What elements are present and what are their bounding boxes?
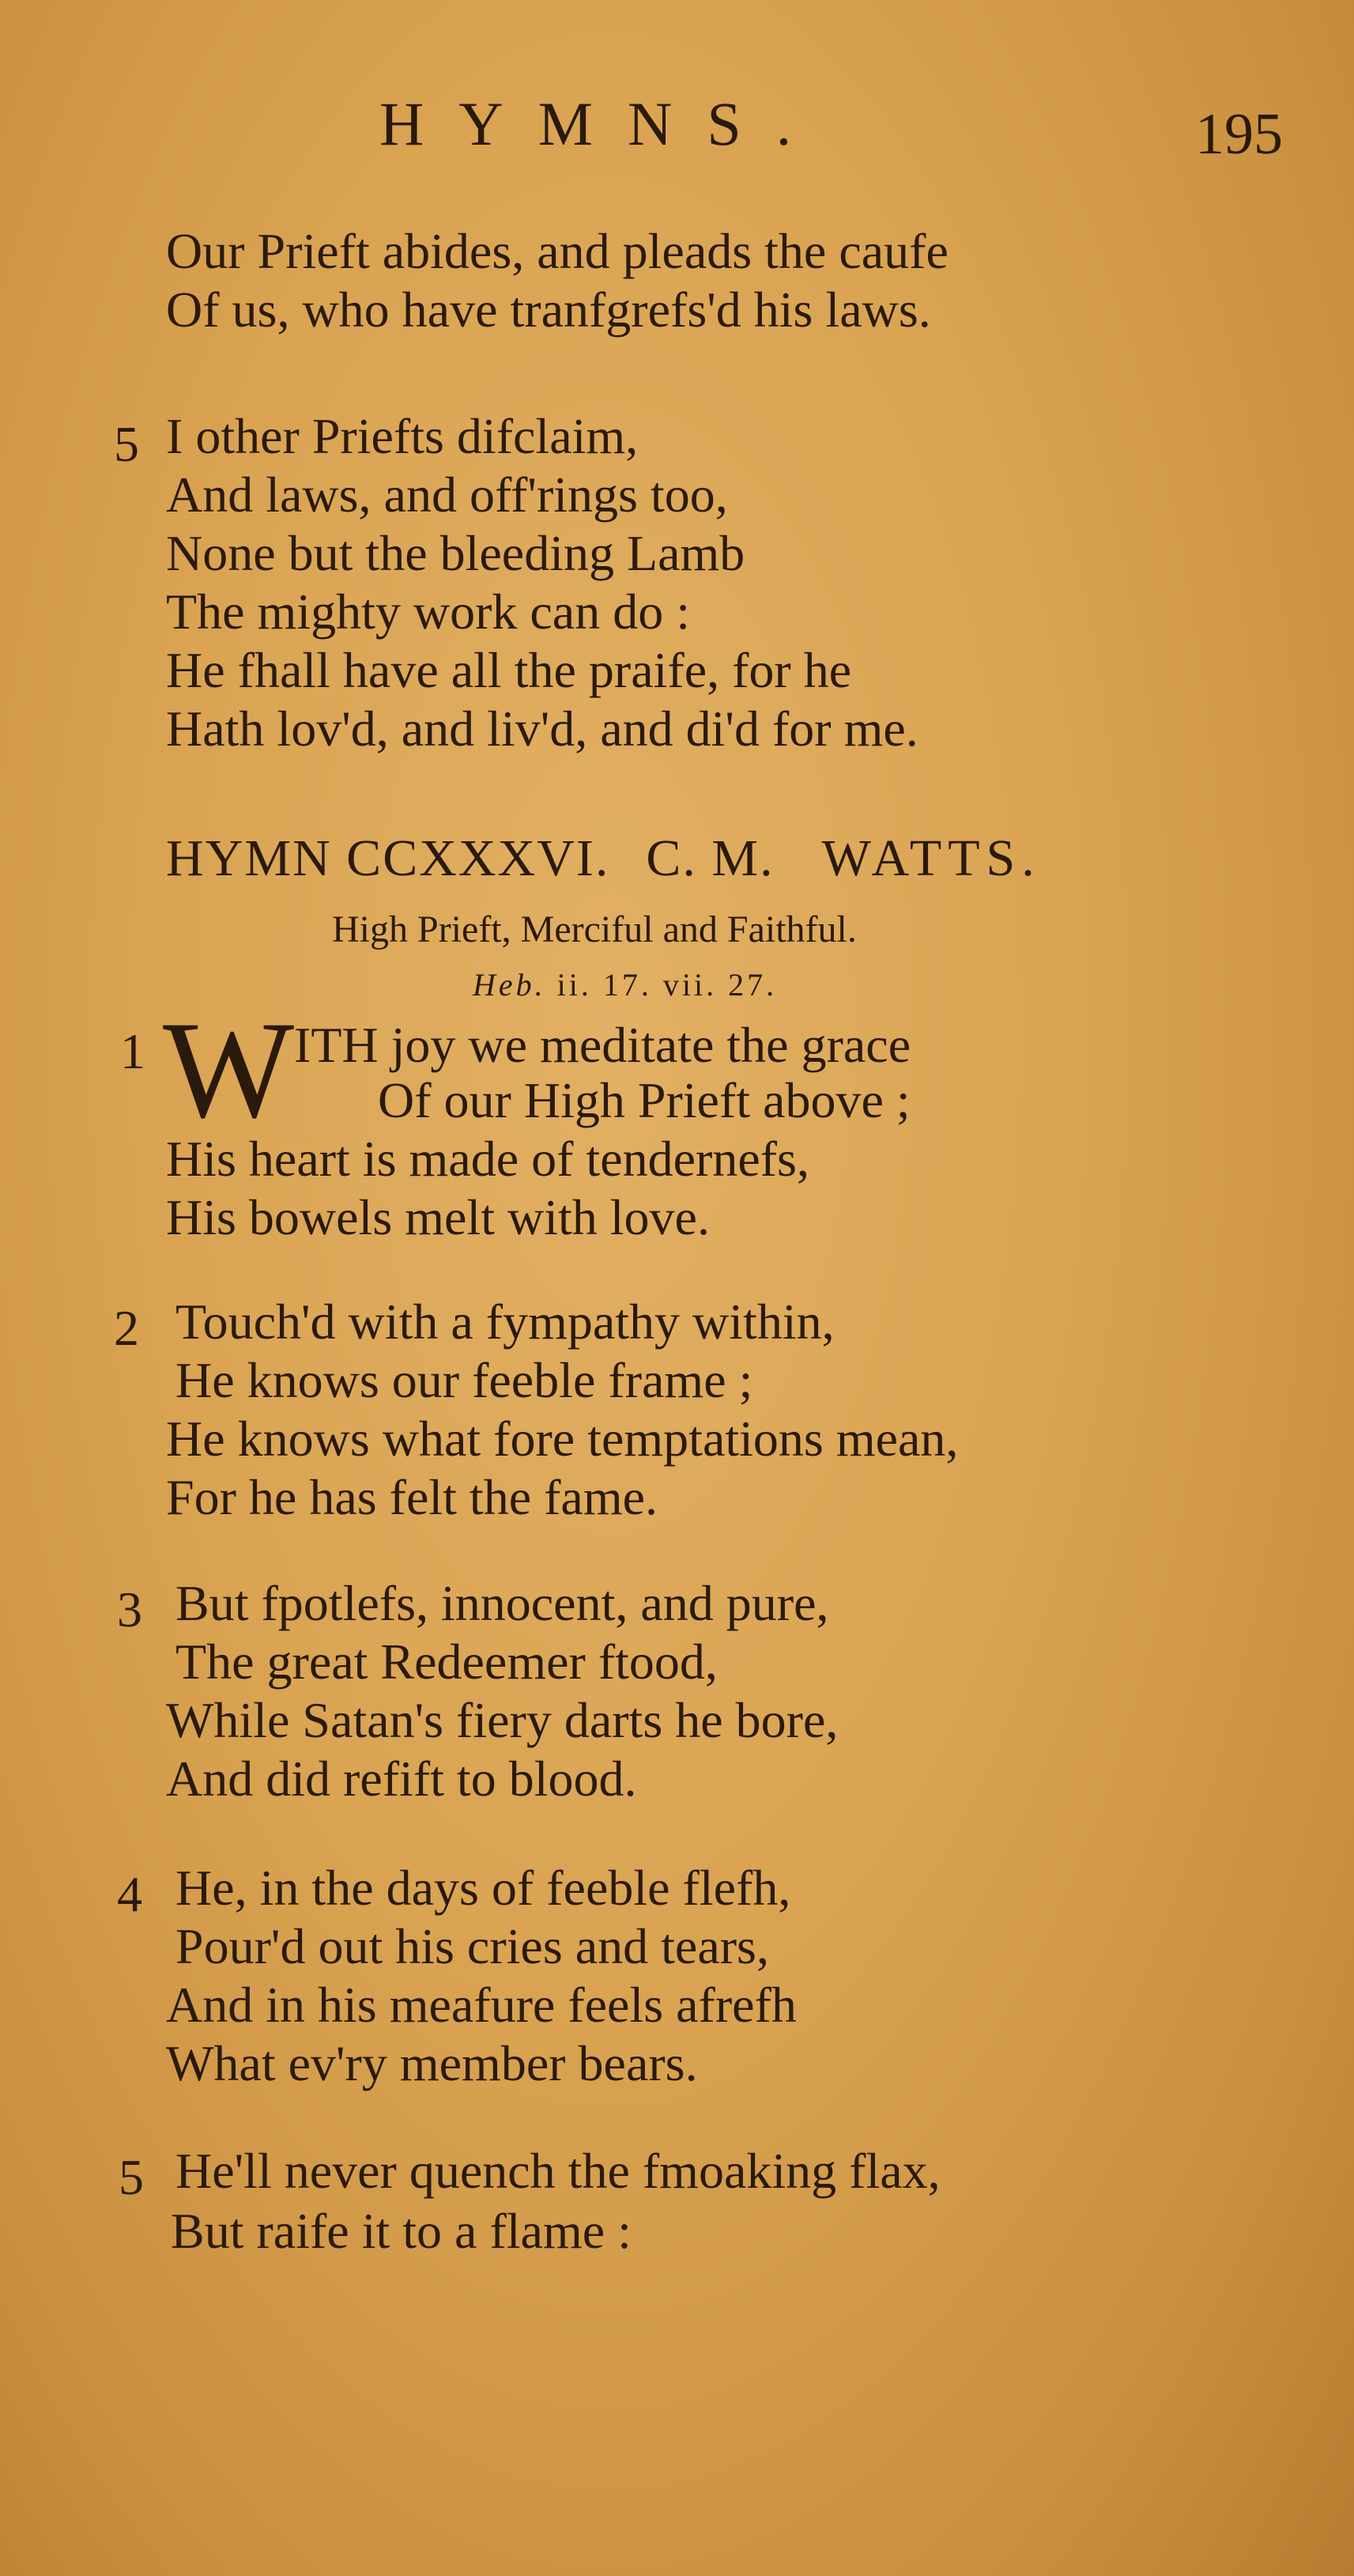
scripture-reference <box>473 966 777 1003</box>
page-number: 195 <box>1195 102 1283 167</box>
verse-line: Hath lov'd, and liv'd, and di'd for me. <box>166 701 918 757</box>
hymn-meter: C. M. <box>646 829 775 887</box>
verse-number: 1 <box>120 1023 145 1079</box>
hymn-number: HYMN CCXXXVI. <box>166 829 610 887</box>
running-head: HYMNS. <box>379 89 827 158</box>
verse-line: He knows what fore temptations mean, <box>166 1411 959 1467</box>
verse-line: And in his meafure feels afrefh <box>166 1977 797 2033</box>
hymn-author: WATTS. <box>821 829 1041 887</box>
verse-number: 5 <box>119 2149 144 2205</box>
verse-line: None but the bleeding Lamb <box>166 525 745 581</box>
verse-line: What ev'ry member bears. <box>166 2035 698 2091</box>
verse-number: 2 <box>114 1300 139 1356</box>
verse-line: While Satan's fiery darts he bore, <box>166 1692 839 1748</box>
verse-line: But raife it to a flame : <box>171 2203 632 2259</box>
verse-line: He fhall have all the praife, for he <box>166 642 852 698</box>
verse-number: 4 <box>117 1866 142 1922</box>
verse-line: ITH joy we meditate the grace <box>294 1017 911 1073</box>
verse-line: For he has felt the fame. <box>166 1469 658 1525</box>
verse-line: Of us, who have tranfgrefs'd his laws. <box>166 281 931 338</box>
verse-line: Touch'd with a fympathy within, <box>175 1294 835 1350</box>
verse-line: And did refift to blood. <box>166 1751 637 1807</box>
verse-line: He knows our feeble frame ; <box>175 1352 753 1408</box>
verse-line: And laws, and off'rings too, <box>166 466 728 523</box>
verse-line: Of our High Prieft above ; <box>378 1072 911 1128</box>
verse-line: His heart is made of tendernefs, <box>166 1131 809 1187</box>
verse-line: Pour'd out his cries and tears, <box>175 1918 769 1974</box>
verse-line: The great Redeemer ftood, <box>175 1634 718 1690</box>
hymn-title <box>166 829 1041 889</box>
scripture-book: Heb. <box>473 967 546 1003</box>
verse-number: 5 <box>114 416 139 472</box>
verse-line: His bowels melt with love. <box>166 1189 710 1245</box>
verse-line: But fpotlefs, innocent, and pure, <box>175 1575 829 1631</box>
verse-line: He, in the days of feeble flefh, <box>175 1860 791 1916</box>
verse-line: The mighty work can do : <box>166 584 690 640</box>
hymn-subtitle: High Prieft, Merciful and Faithful. <box>332 908 857 950</box>
scripture-chapters: ii. 17. vii. 27. <box>556 967 778 1003</box>
verse-line: He'll never quench the fmoaking flax, <box>175 2143 941 2199</box>
drop-cap: W <box>163 993 295 1147</box>
verse-number: 3 <box>117 1581 142 1637</box>
verse-line: I other Priefts difclaim, <box>166 408 639 464</box>
verse-line: Our Prieft abides, and pleads the caufe <box>166 223 949 279</box>
